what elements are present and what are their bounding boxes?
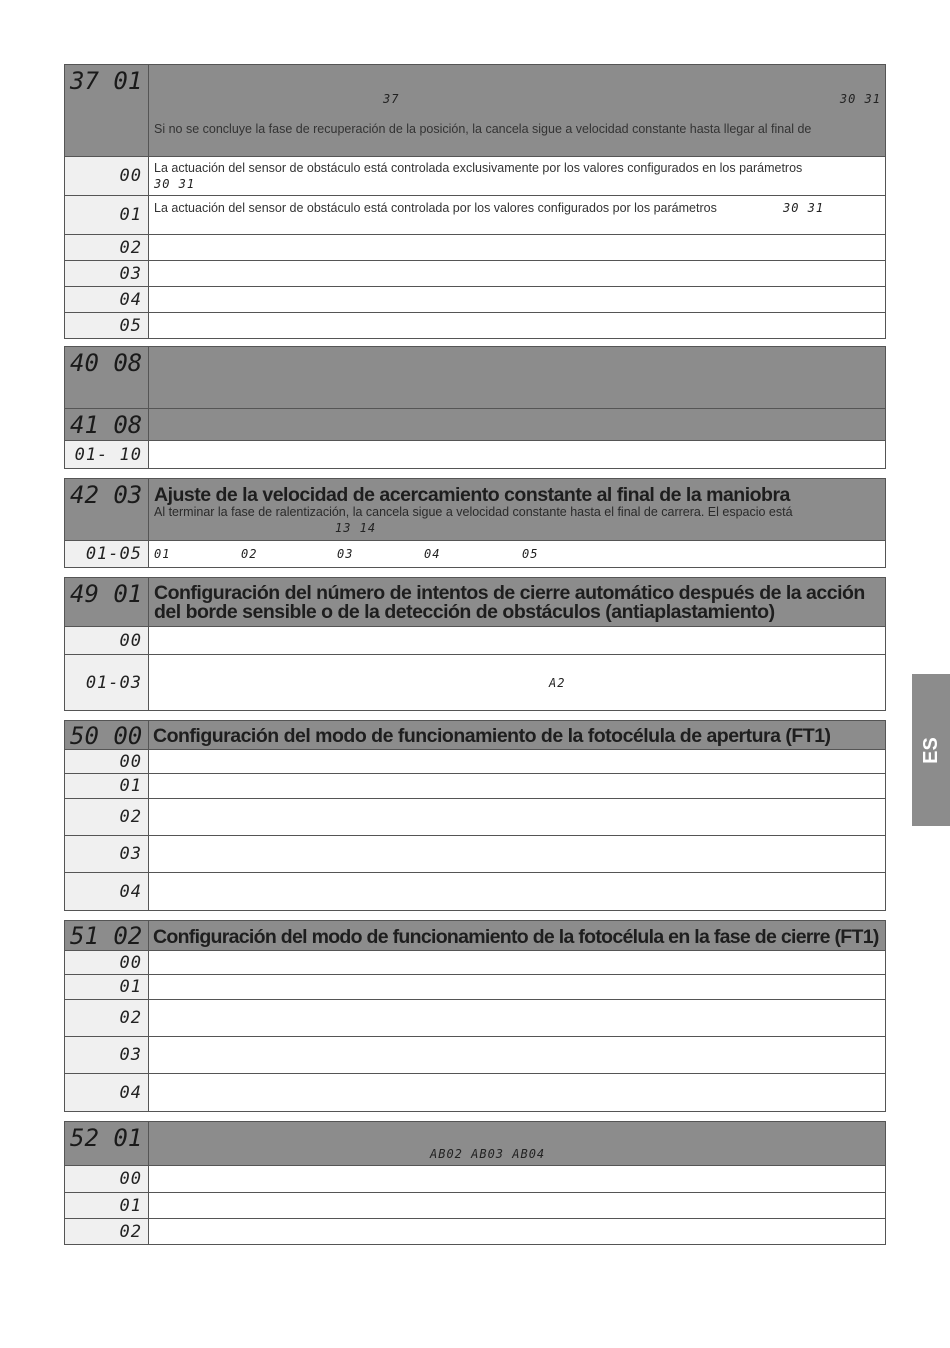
value-row bbox=[65, 655, 885, 711]
param-block-37 bbox=[64, 64, 886, 339]
param-block-40 bbox=[64, 346, 886, 469]
value-code-cell bbox=[65, 799, 149, 835]
param-ref-30-31: 30 31 bbox=[839, 92, 881, 106]
header-row bbox=[65, 409, 885, 441]
value-code: 00 bbox=[119, 751, 142, 772]
param-code: 42 03 bbox=[70, 481, 143, 509]
value-row bbox=[65, 196, 885, 235]
param-ref: AB02 AB03 AB04 bbox=[430, 1147, 546, 1161]
value-code-cell bbox=[65, 1037, 149, 1073]
param-code-cell bbox=[65, 347, 149, 408]
param-title: Ajuste de la velocidad de acercamiento constante al final de la maniobra bbox=[154, 484, 790, 506]
value-code: 00 bbox=[119, 630, 142, 651]
value-description bbox=[149, 774, 885, 798]
value-code-cell bbox=[65, 750, 149, 773]
value-code: 01- 10 bbox=[74, 444, 142, 465]
value-ref: 30 31 bbox=[154, 177, 196, 191]
value-row bbox=[65, 235, 885, 261]
header-row bbox=[65, 65, 885, 157]
value-row bbox=[65, 313, 885, 339]
param-title: Configuración del modo de funcionamiento de la fotocélula de apertura (FT1) bbox=[153, 725, 831, 747]
value-code-cell bbox=[65, 196, 149, 234]
header-row bbox=[65, 479, 885, 541]
value-row bbox=[65, 441, 885, 469]
value-code-cell bbox=[65, 541, 149, 567]
param-code-cell bbox=[65, 409, 149, 440]
language-tab-label: ES bbox=[919, 736, 942, 764]
value-code-cell bbox=[65, 975, 149, 999]
value-row bbox=[65, 836, 885, 873]
value-row bbox=[65, 627, 885, 655]
value-code-cell bbox=[65, 1219, 149, 1244]
value-description bbox=[149, 157, 885, 195]
param-description bbox=[149, 65, 885, 156]
param-title-line1: Configuración del número de intentos de cierre automático después de la acción bbox=[154, 582, 865, 604]
value-description bbox=[149, 1037, 885, 1073]
value-text: La actuación del sensor de obstáculo está controlada exclusivamente por los valores configurados en los parámetros bbox=[154, 161, 803, 175]
value-description bbox=[149, 873, 885, 910]
value-ref: A2 bbox=[549, 676, 566, 690]
value-row bbox=[65, 873, 885, 911]
value-description bbox=[149, 1000, 885, 1036]
value-description bbox=[149, 1166, 885, 1192]
option-02: 02 bbox=[241, 547, 258, 561]
value-code: 04 bbox=[119, 289, 142, 310]
param-block-51 bbox=[64, 920, 886, 1112]
value-description bbox=[149, 951, 885, 974]
value-code-cell bbox=[65, 627, 149, 654]
value-code: 04 bbox=[119, 1082, 142, 1103]
value-row bbox=[65, 287, 885, 313]
param-description bbox=[149, 479, 885, 540]
value-row bbox=[65, 750, 885, 774]
param-description bbox=[149, 721, 885, 749]
value-description bbox=[149, 1219, 885, 1244]
value-row bbox=[65, 261, 885, 287]
param-description bbox=[149, 578, 885, 626]
value-description bbox=[149, 441, 885, 468]
param-code: 50 00 bbox=[70, 722, 143, 750]
value-code-cell bbox=[65, 774, 149, 798]
value-row bbox=[65, 774, 885, 799]
param-title-line2: del borde sensible o de la detección de obstáculos (antiaplastamiento) bbox=[154, 601, 775, 623]
value-code-cell bbox=[65, 836, 149, 872]
value-code-cell bbox=[65, 261, 149, 286]
value-row bbox=[65, 1193, 885, 1219]
value-code-cell bbox=[65, 235, 149, 260]
value-code: 03 bbox=[119, 263, 142, 284]
value-code: 01 bbox=[119, 977, 142, 997]
value-row bbox=[65, 1074, 885, 1112]
value-row bbox=[65, 1219, 885, 1245]
value-row bbox=[65, 975, 885, 1000]
value-code-cell bbox=[65, 287, 149, 312]
value-code-cell bbox=[65, 157, 149, 195]
value-row bbox=[65, 1037, 885, 1074]
header-row bbox=[65, 578, 885, 627]
value-code: 01 bbox=[119, 205, 142, 225]
value-description bbox=[149, 235, 885, 260]
value-description bbox=[149, 196, 885, 234]
value-code-cell bbox=[65, 1166, 149, 1192]
header-row bbox=[65, 347, 885, 409]
language-tab bbox=[912, 674, 950, 826]
value-code: 01 bbox=[119, 1195, 142, 1216]
param-code-cell bbox=[65, 578, 149, 626]
option-03: 03 bbox=[337, 547, 354, 561]
value-code: 03 bbox=[119, 1045, 142, 1065]
param-text: Si no se concluye la fase de recuperación de la posición, la cancela sigue a velocidad constante hasta llegar al final de bbox=[154, 122, 812, 136]
value-code: 02 bbox=[119, 807, 142, 827]
value-code-cell bbox=[65, 1193, 149, 1218]
value-description bbox=[149, 313, 885, 338]
param-text: Al terminar la fase de ralentización, la cancela sigue a velocidad constante hasta el final de carrera. El espacio está bbox=[154, 505, 793, 519]
value-code-cell bbox=[65, 873, 149, 910]
param-code-cell bbox=[65, 721, 149, 749]
param-ref: 13 14 bbox=[335, 521, 377, 535]
param-code-cell bbox=[65, 65, 149, 156]
value-row bbox=[65, 1166, 885, 1193]
param-code: 37 01 bbox=[70, 67, 143, 95]
value-code-cell bbox=[65, 441, 149, 468]
param-ref-37: 37 bbox=[383, 92, 400, 106]
value-row bbox=[65, 157, 885, 196]
header-row bbox=[65, 921, 885, 951]
value-code-cell bbox=[65, 1074, 149, 1111]
value-text: La actuación del sensor de obstáculo está controlada por los valores configurados por los parámetros bbox=[154, 201, 717, 215]
value-description bbox=[149, 627, 885, 654]
option-05: 05 bbox=[522, 547, 539, 561]
value-description bbox=[149, 655, 885, 710]
value-code-cell bbox=[65, 1000, 149, 1036]
value-description bbox=[149, 836, 885, 872]
param-title: Configuración del modo de funcionamiento de la fotocélula en la fase de cierre (FT1) bbox=[153, 926, 879, 948]
option-01: 01 bbox=[154, 547, 171, 561]
value-code: 00 bbox=[119, 1169, 142, 1189]
param-description bbox=[149, 1122, 885, 1165]
value-row bbox=[65, 1000, 885, 1037]
value-description bbox=[149, 287, 885, 312]
value-code-cell bbox=[65, 313, 149, 338]
value-description bbox=[149, 1193, 885, 1218]
param-description bbox=[149, 409, 885, 440]
param-code: 52 01 bbox=[70, 1124, 143, 1152]
value-code: 04 bbox=[119, 881, 142, 902]
value-code: 02 bbox=[119, 1008, 142, 1028]
value-code: 00 bbox=[119, 952, 142, 973]
value-code: 01-03 bbox=[85, 672, 142, 693]
param-description bbox=[149, 921, 885, 950]
value-description bbox=[149, 799, 885, 835]
value-code-cell bbox=[65, 655, 149, 710]
param-code-cell bbox=[65, 1122, 149, 1165]
header-row bbox=[65, 721, 885, 750]
param-block-49 bbox=[64, 577, 886, 711]
param-code: 41 08 bbox=[70, 411, 143, 439]
value-row bbox=[65, 799, 885, 836]
value-code: 01-05 bbox=[85, 544, 142, 564]
param-code: 49 01 bbox=[70, 580, 143, 608]
value-description bbox=[149, 541, 885, 567]
param-code-cell bbox=[65, 921, 149, 950]
value-row bbox=[65, 951, 885, 975]
value-ref: 30 31 bbox=[783, 201, 825, 215]
value-code-cell bbox=[65, 951, 149, 974]
header-row bbox=[65, 1122, 885, 1166]
value-description bbox=[149, 261, 885, 286]
value-code: 05 bbox=[119, 315, 142, 336]
option-04: 04 bbox=[424, 547, 441, 561]
param-code: 51 02 bbox=[70, 922, 143, 950]
param-block-52 bbox=[64, 1121, 886, 1245]
param-description bbox=[149, 347, 885, 408]
value-code: 01 bbox=[119, 776, 142, 796]
value-code: 00 bbox=[119, 166, 142, 186]
value-description bbox=[149, 1074, 885, 1111]
value-row bbox=[65, 541, 885, 568]
value-description bbox=[149, 750, 885, 773]
param-code: 40 08 bbox=[70, 349, 143, 377]
value-code: 03 bbox=[119, 844, 142, 864]
param-block-50 bbox=[64, 720, 886, 911]
param-block-42 bbox=[64, 478, 886, 568]
value-description bbox=[149, 975, 885, 999]
value-code: 02 bbox=[119, 237, 142, 258]
value-code: 02 bbox=[119, 1221, 142, 1242]
param-code-cell bbox=[65, 479, 149, 540]
